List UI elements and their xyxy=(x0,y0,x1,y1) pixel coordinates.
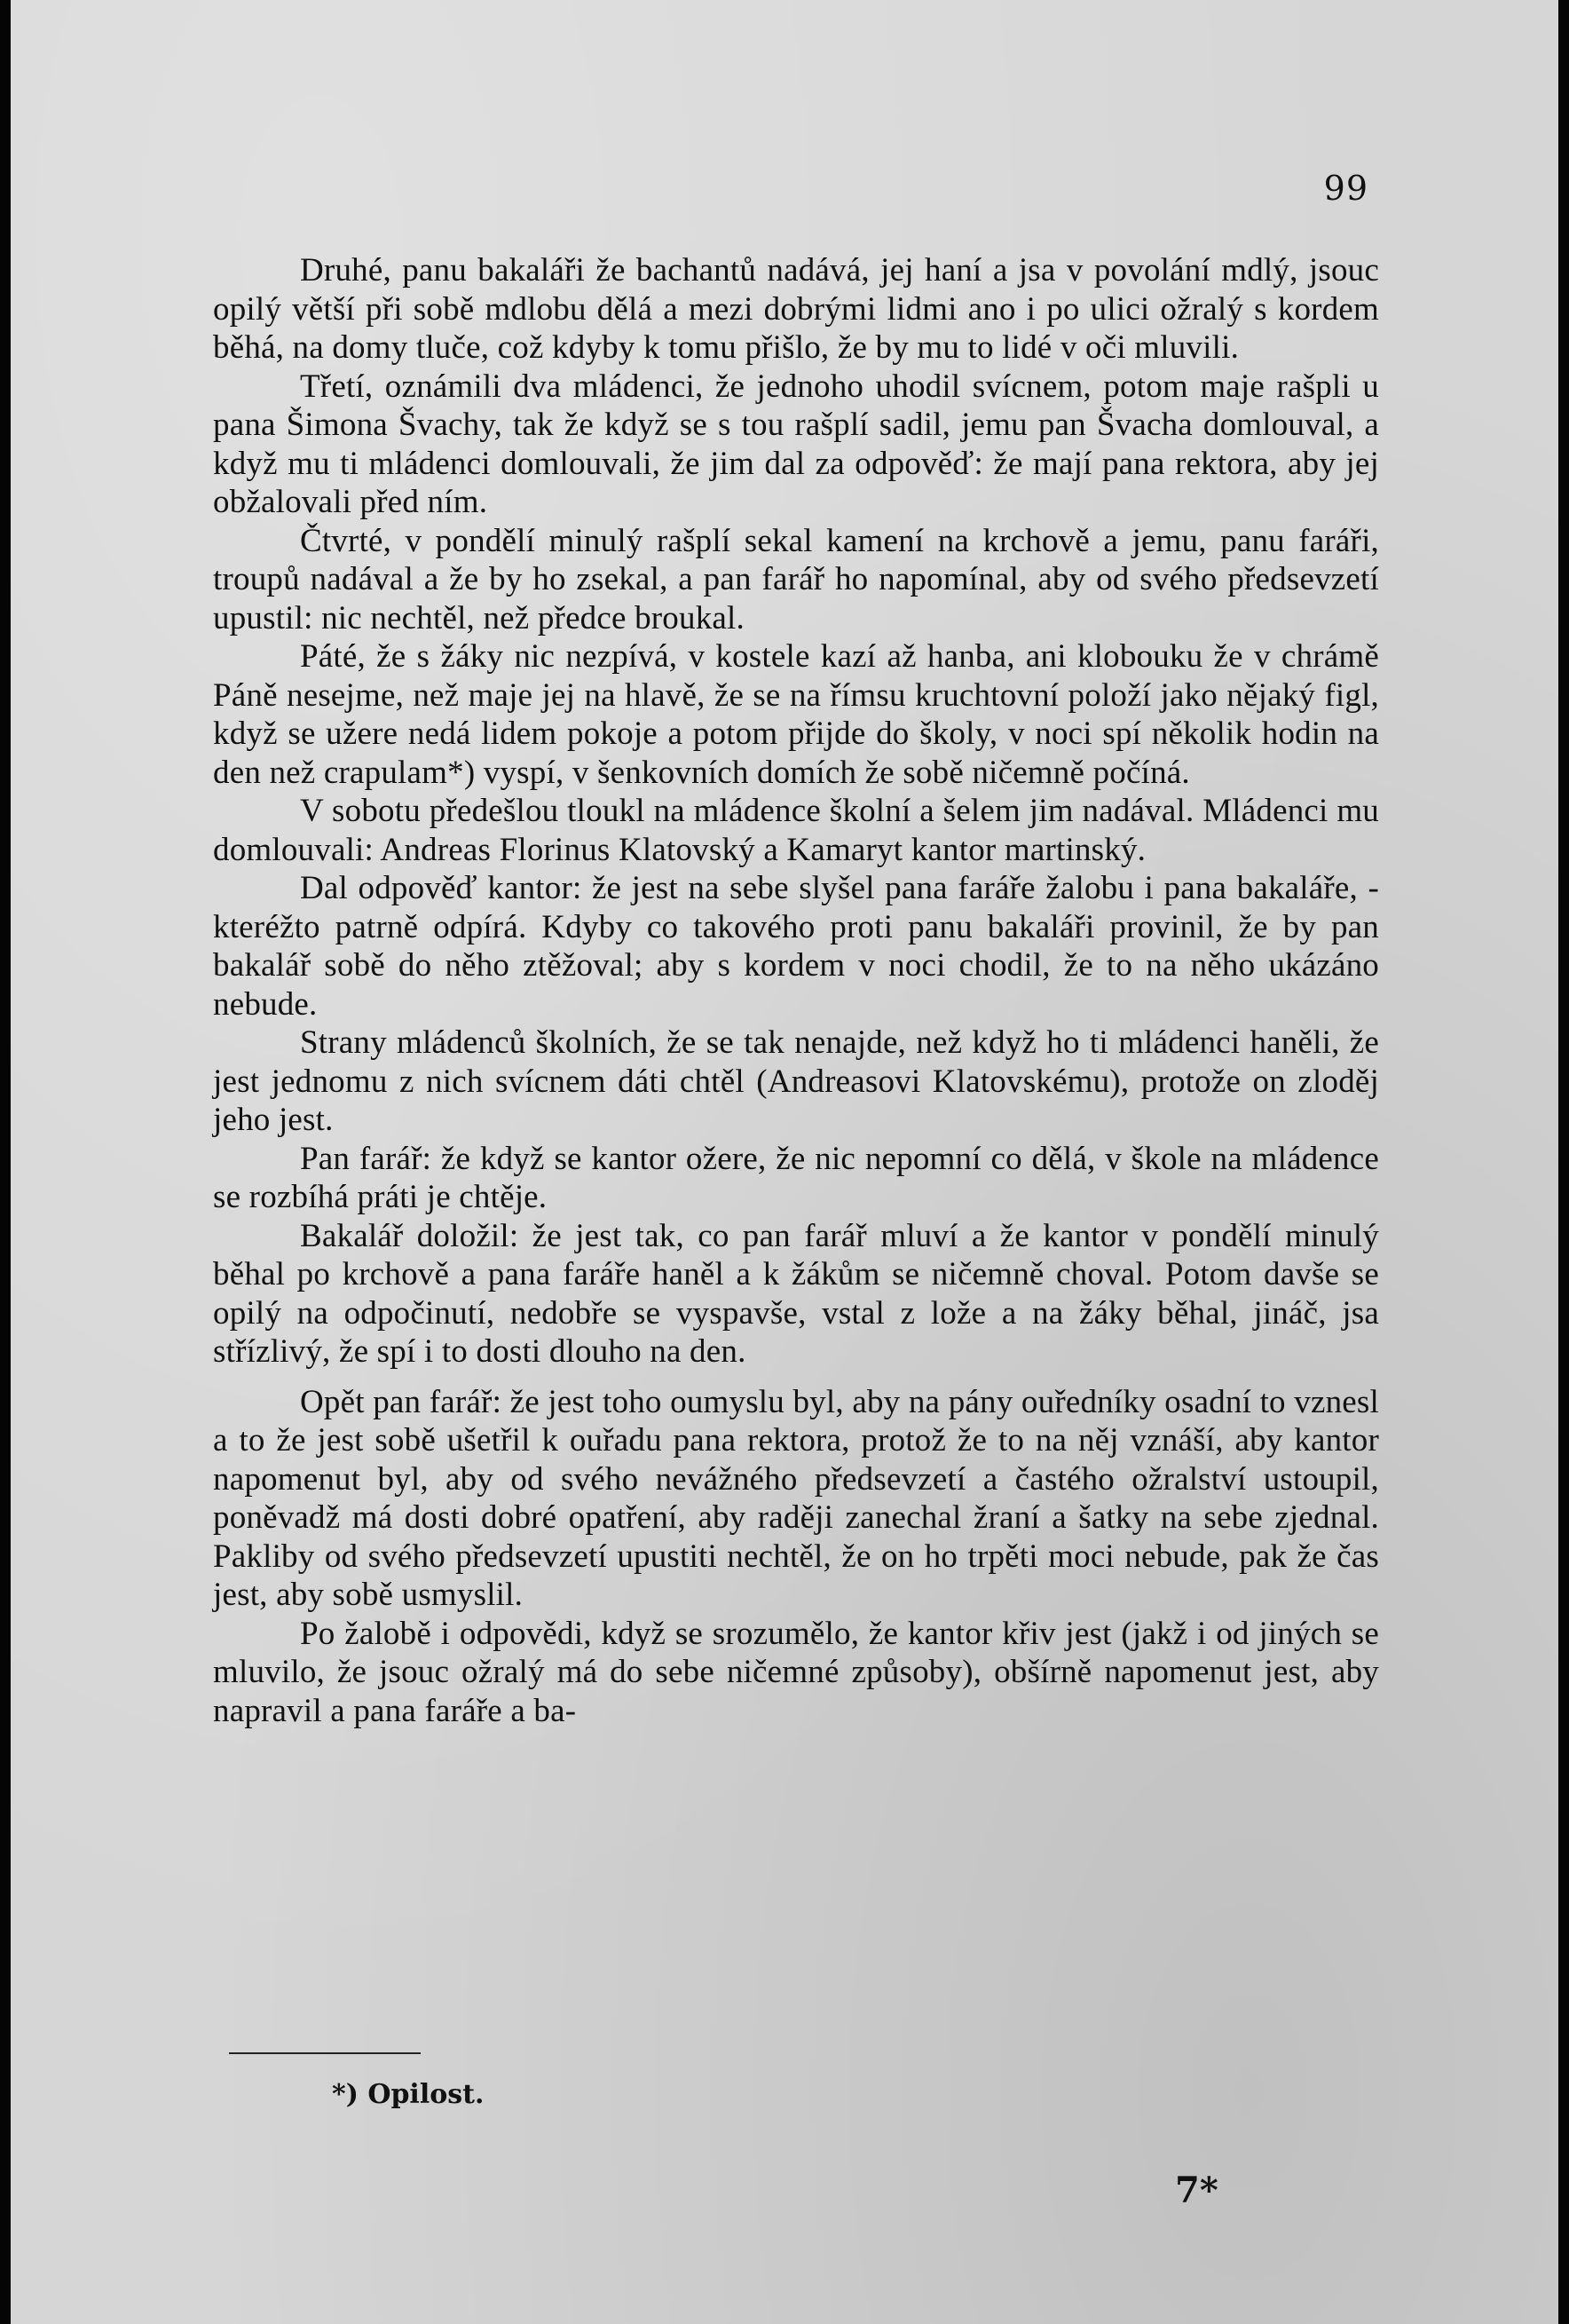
paragraph-pan-farar: Pan farář: že když se kantor ožere, že nic nepomní co dělá, v škole na mládence se rozbíhá práti je chtěje. xyxy=(213,1140,1379,1215)
page-number: 99 xyxy=(1323,169,1368,208)
body-text xyxy=(213,251,1379,1730)
scan-edge-left xyxy=(0,0,11,2324)
paragraph-opet-farar: Opět pan farář: že jest toho oumyslu byl, aby na pány ouředníky osadní to vznesl a to že jest sobě ušetřil k ouřadu pana rektora, protož že to na něj vznáší, aby kantor napomenut byl, aby od svého nevážného předsevzetí a častého ožralství ustoupil, poněvadž má dosti dobré opatření, aby raději zanechal žraní a šatky na sebe zjednal. Pakliby od svého předsevzetí upustiti nechtěl, že on ho trpěti moci nebude, pak že čas jest, aby sobě usmyslil. xyxy=(213,1383,1379,1613)
paragraph-druhe: Druhé, panu bakaláři že bachantů nadává, jej haní a jsa v povolání mdlý, jsouc opilý větší při sobě mdlobu dělá a mezi dobrými lidmi ano i po ulici ožralý s kordem běhá, na domy tluče, což kdyby k tomu přišlo, že by mu to lidé v oči mluvili. xyxy=(213,252,1379,366)
scan-edge-right xyxy=(1558,0,1569,2324)
paragraph-strany-mladencu: Strany mládenců školních, že se tak nenajde, než když ho ti mládenci haněli, že jest jednomu z nich svícnem dáti chtěl (Andreasovi Klatovskému), protože on zloděj jeho jest. xyxy=(213,1024,1379,1138)
footnote: *) Opilost. xyxy=(332,2079,485,2110)
footnote-divider xyxy=(229,2052,421,2054)
paragraph-ctvrte: Čtvrté, v pondělí minulý rašplí sekal kamení na krchově a jemu, panu faráři, troupů nadával a že by ho zsekal, a pan farář ho napomínal, aby od svého předsevzetí upustil: nic nechtěl, než předce broukal. xyxy=(213,522,1379,636)
paragraph-odpoved-kantor: Dal odpověď kantor: že jest na sebe slyšel pana faráře žalobu i pana bakaláře, -kteréžto patrně odpírá. Kdyby co takového proti panu bakaláři provinil, že by pan bakalář sobě do něho ztěžoval; aby s kordem v noci chodil, že to na něho ukázáno nebude. xyxy=(213,870,1379,1023)
paragraph-treti: Třetí, oznámili dva mládenci, že jednoho uhodil svícnem, potom maje rašpli u pana Šimona Švachy, tak že když se s tou rašplí sadil, jemu pan Švacha domlouval, a když mu ti mládenci domlouvali, že jim dal za odpověď: že mají pana rektora, aby jej obžalovali před ním. xyxy=(213,368,1379,520)
paragraph-bakalar: Bakalář doložil: že jest tak, co pan farář mluví a že kantor v pondělí minulý běhal po krchově a pana faráře haněl a k žákům se ničemně choval. Potom davše se opilý na odpočinutí, nedobře se vyspavše, vstal z lože a na žáky běhal, jináč, jsa střízlivý, že spí i to dosti dlouho na den. xyxy=(213,1217,1379,1370)
signature-mark: 7* xyxy=(1175,2170,1218,2211)
paragraph-pate: Páté, že s žáky nic nezpívá, v kostele kazí až hanba, ani klobouku že v chrámě Páně nesejme, než maje jej na hlavě, že se na římsu kruchtovní položí jako nějaký figl, když se užere nedá lidem pokoje a potom přijde do školy, v noci spí několik hodin na den než crapulam*) vyspí, v šenkovních domích že sobě ničemně počíná. xyxy=(213,638,1379,791)
book-page xyxy=(11,0,1558,2324)
paragraph-po-zalobe: Po žalobě i odpovědi, když se srozumělo, že kantor křiv jest (jakž i od jiných se mluvilo, že jsouc ožralý má do sebe ničemné způsoby), obšírně napomenut jest, aby napravil a pana faráře a ba- xyxy=(213,1615,1379,1729)
paragraph-sobota: V sobotu předešlou tloukl na mládence školní a šelem jim nadával. Mládenci mu domlouvali: Andreas Florinus Klatovský a Kamaryt kantor martinský. xyxy=(213,793,1379,868)
